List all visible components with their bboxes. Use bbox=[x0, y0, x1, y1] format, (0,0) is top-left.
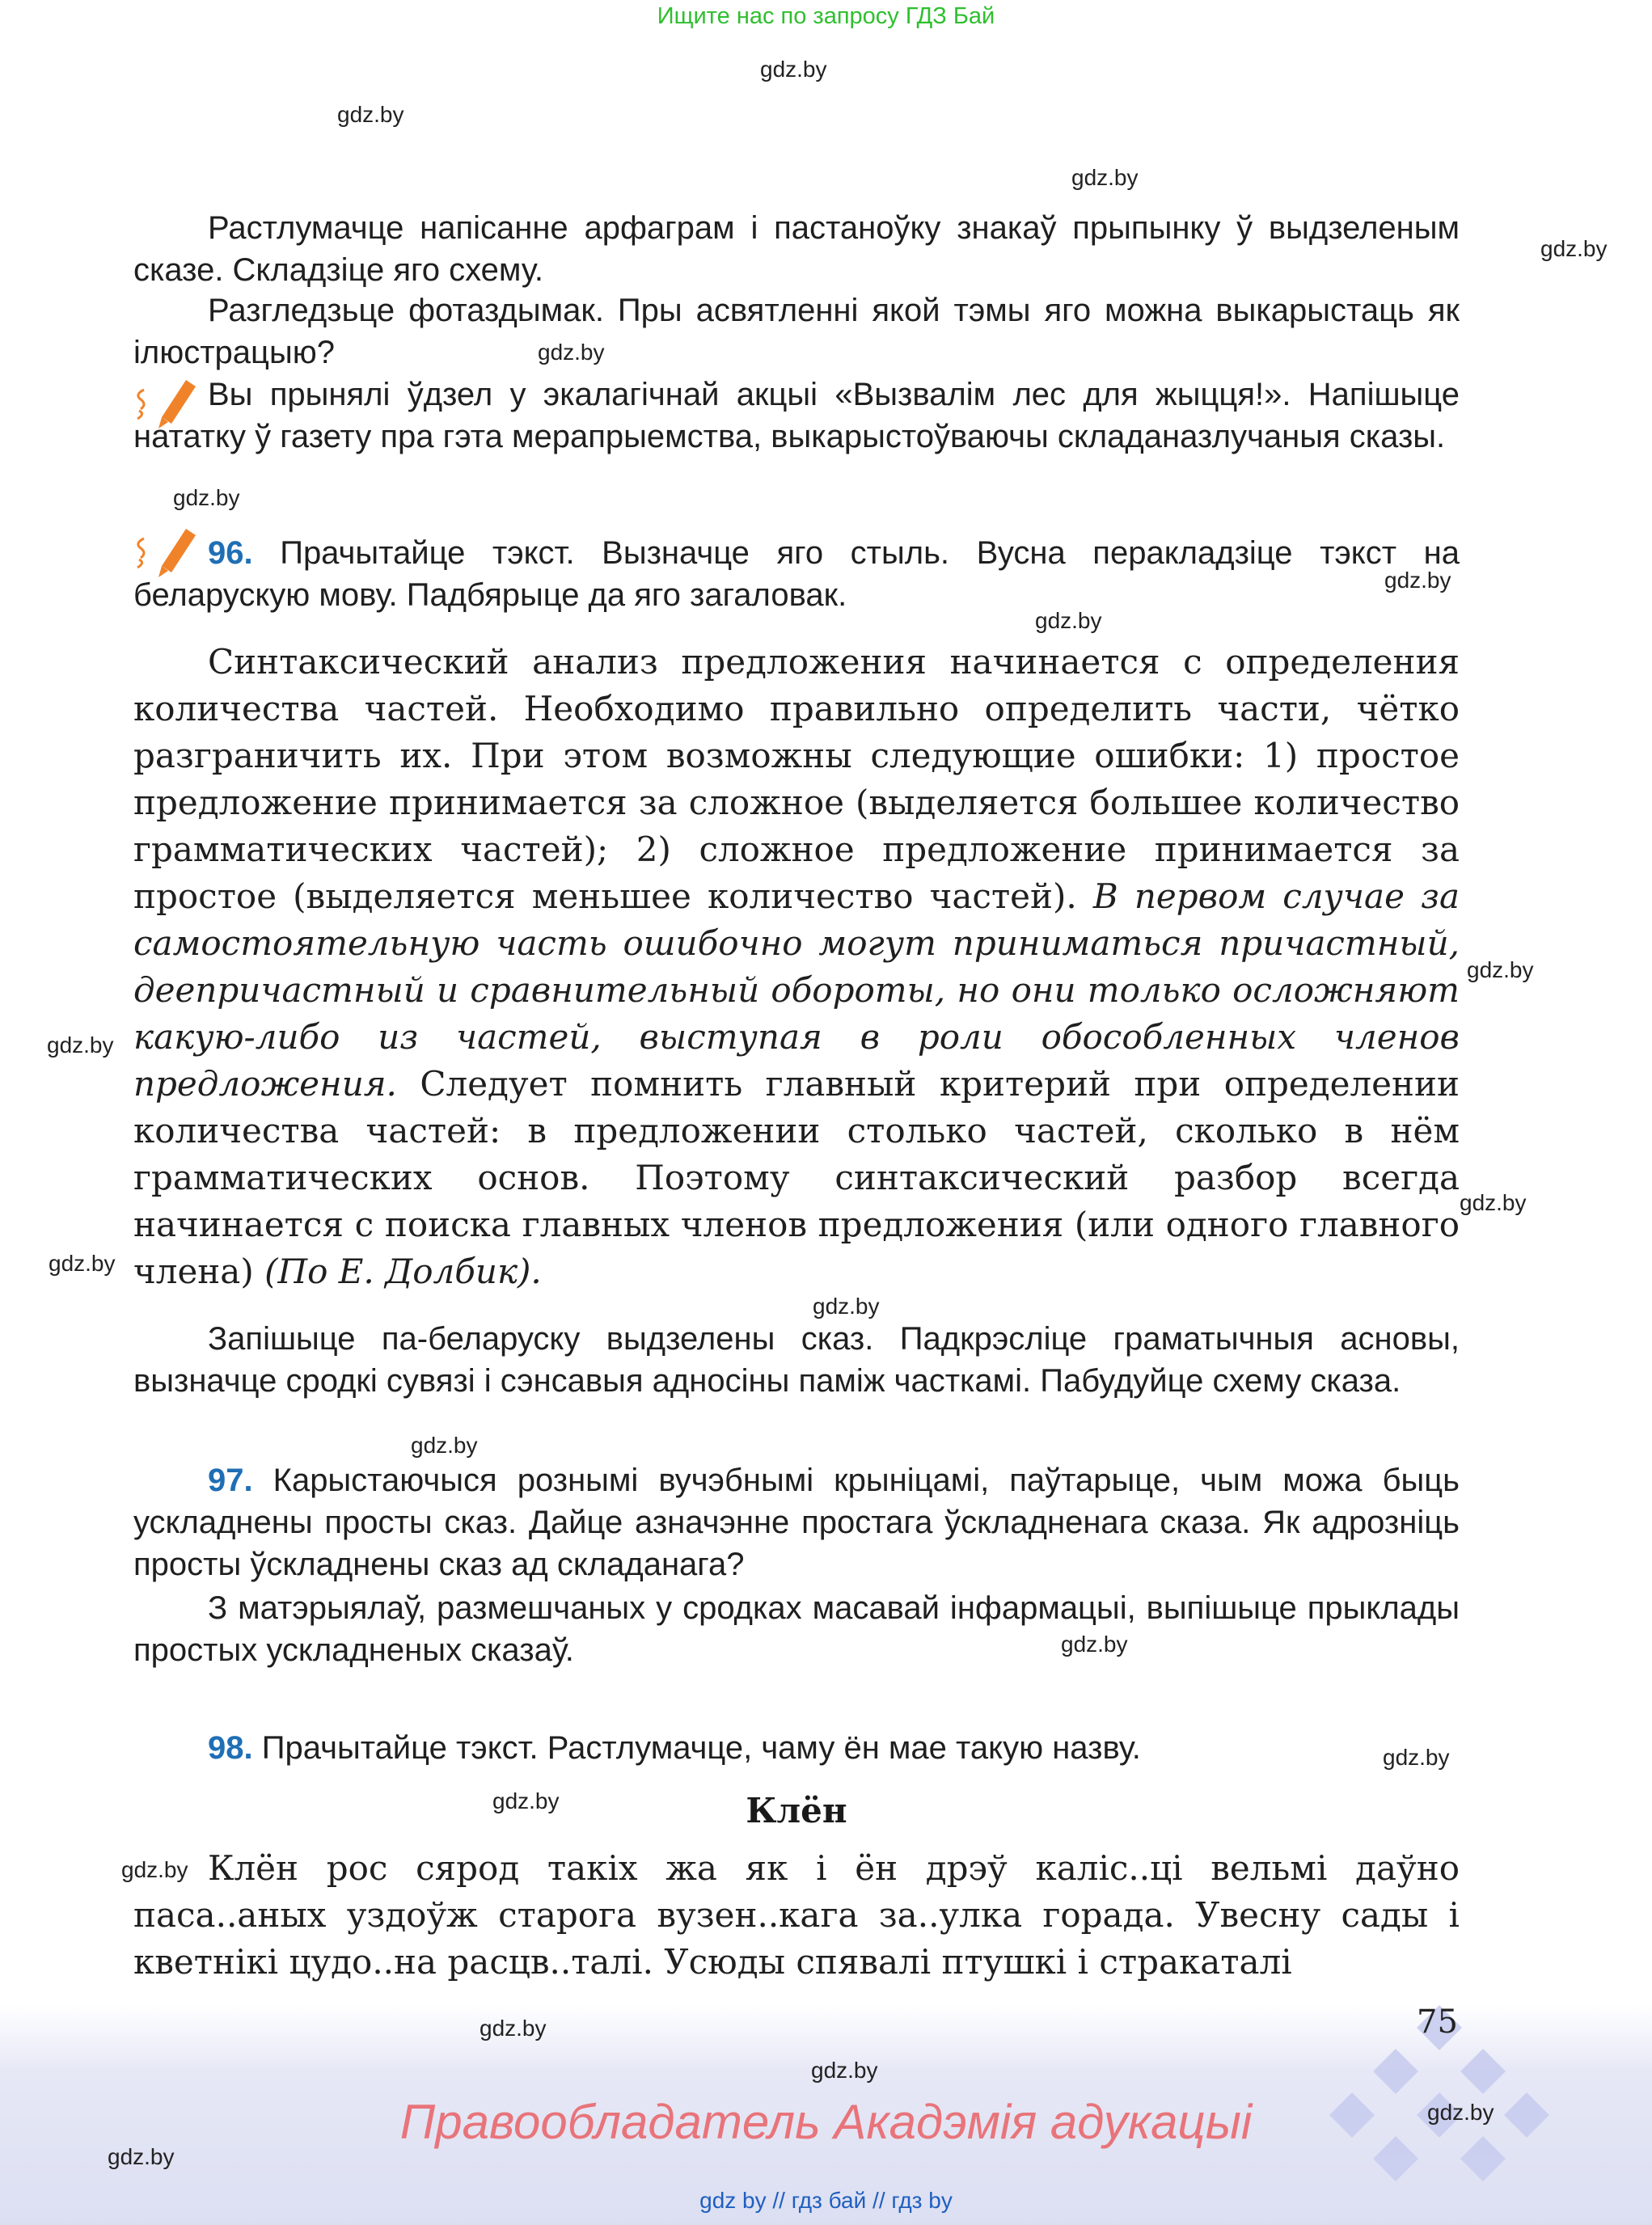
watermark: gdz.by bbox=[1061, 1632, 1128, 1657]
page-number: 75 bbox=[1417, 2003, 1458, 2041]
bottom-watermark-line: gdz by // гдз бай // гдз by bbox=[699, 2188, 953, 2213]
watermark: gdz.by bbox=[173, 485, 240, 510]
exercise-number: 96. bbox=[208, 535, 253, 571]
text-title: Клён bbox=[746, 1791, 847, 1830]
watermark: gdz.by bbox=[337, 102, 404, 127]
watermark: gdz.by bbox=[813, 1294, 880, 1319]
copyright-notice: Правообладатель Акадэмія адукацыі bbox=[399, 2095, 1253, 2149]
watermark: gdz.by bbox=[1071, 165, 1139, 190]
watermark: gdz.by bbox=[492, 1788, 560, 1813]
watermark: gdz.by bbox=[47, 1032, 114, 1058]
watermark: gdz.by bbox=[538, 340, 605, 365]
watermark: gdz.by bbox=[1384, 568, 1451, 593]
exercise-98-task: 98. Прачытайце тэкст. Растлумачце, чаму ён мае такую назву. bbox=[208, 1730, 1141, 1766]
watermark: gdz.by bbox=[1427, 2100, 1494, 2125]
watermark: gdz.by bbox=[1460, 1190, 1527, 1215]
exercise-number: 97. bbox=[208, 1463, 253, 1498]
watermark: gdz.by bbox=[1383, 1745, 1450, 1770]
task-paragraph: Растлумачце напісанне арфаграм і пастаноўку знакаў прыпынку ў выдзеленым сказе. Складзіце яго схему. bbox=[133, 210, 1460, 288]
watermark: gdz.by bbox=[411, 1433, 478, 1458]
watermark: gdz.by bbox=[108, 2144, 175, 2169]
exercise-97-followup: З матэрыялаў, размешчаных у сродках масавай інфармацыі, выпішыце прыклады простых ускладненых сказаў. bbox=[133, 1590, 1460, 1668]
exercise-96-text: Синтаксический анализ предложения начинается с определения количества частей. Необходимо правильно определить части, чётко разграничить их. При этом возможны следующие ошибки: 1) простое предложение принимается за сложное (выделяется большее количество грамматических частей); 2) сложное предложение принимается за простое (выделяется меньшее количество частей). В первом случае за самостоятельную часть ошибочно могут приниматься причастный, деепричастный и сравнительный обороты, но они только осложняют какую-либо из частей, выступая в роли обособленных членов предложения. Следует помнить главный критерий при определении количества частей: в предложении столько частей, сколько в нём грамматических основ. Поэтому синтаксический разбор всегда начинается с поиска главных членов предложения (или одного главного члена) (По Е. Долбик). bbox=[133, 642, 1460, 1291]
exercise-96-followup: Запішыце па-беларуску выдзелены сказ. Падкрэсліце граматычныя асновы, вызначце сродкі сувязі і сэнсавыя адносіны паміж часткамі. Пабудуйце схему сказа. bbox=[133, 1321, 1460, 1399]
watermark: gdz.by bbox=[49, 1251, 116, 1276]
watermark: gdz.by bbox=[1467, 957, 1534, 982]
watermark: gdz.by bbox=[1540, 236, 1608, 261]
watermark: gdz.by bbox=[480, 2016, 547, 2041]
watermark: gdz.by bbox=[811, 2058, 878, 2083]
task-paragraph: Вы прынялі ўдзел у экалагічнай акцыі «Вызвалім лес для жыцця!». Напішыце нататку ў газету пра гэта мерапрыемства, выкарыстоўваючы складаназлучаныя сказы. bbox=[133, 377, 1460, 454]
watermark: gdz.by bbox=[1035, 608, 1102, 633]
watermark: gdz.by bbox=[121, 1857, 188, 1882]
exercise-number: 98. bbox=[208, 1730, 253, 1766]
top-banner: Ищите нас по запросу ГДЗ Бай bbox=[657, 3, 995, 29]
exercise-98-text: Клён рос сярод такіх жа як і ён дрэў каліс..ці вельмі даўно паса..аных уздоўж старога вузен..кага за..улка горада. Увесну сады і кветнікі цудо..на расцв..талі. Усюды спявалі птушкі і стракаталі bbox=[133, 1848, 1460, 1982]
watermark: gdz.by bbox=[760, 57, 827, 82]
exercise-96-task: 96. Прачытайце тэкст. Вызначце яго стыль. Вусна перакладзіце тэкст на беларускую мову. Падбярыце да яго загаловак. bbox=[133, 535, 1460, 613]
exercise-97-task: 97. Карыстаючыся рознымі вучэбнымі крыніцамі, паўтарыце, чым можа быць ускладнены просты сказ. Дайце азначэнне простага ўскладненага сказа. Як адрозніць просты ўскладнены сказ ад складанага? bbox=[133, 1463, 1460, 1582]
task-paragraph: Разгледзьце фотаздымак. Пры асвятленні якой тэмы яго можна выкарыстаць як ілюстрацыю? bbox=[133, 293, 1460, 370]
